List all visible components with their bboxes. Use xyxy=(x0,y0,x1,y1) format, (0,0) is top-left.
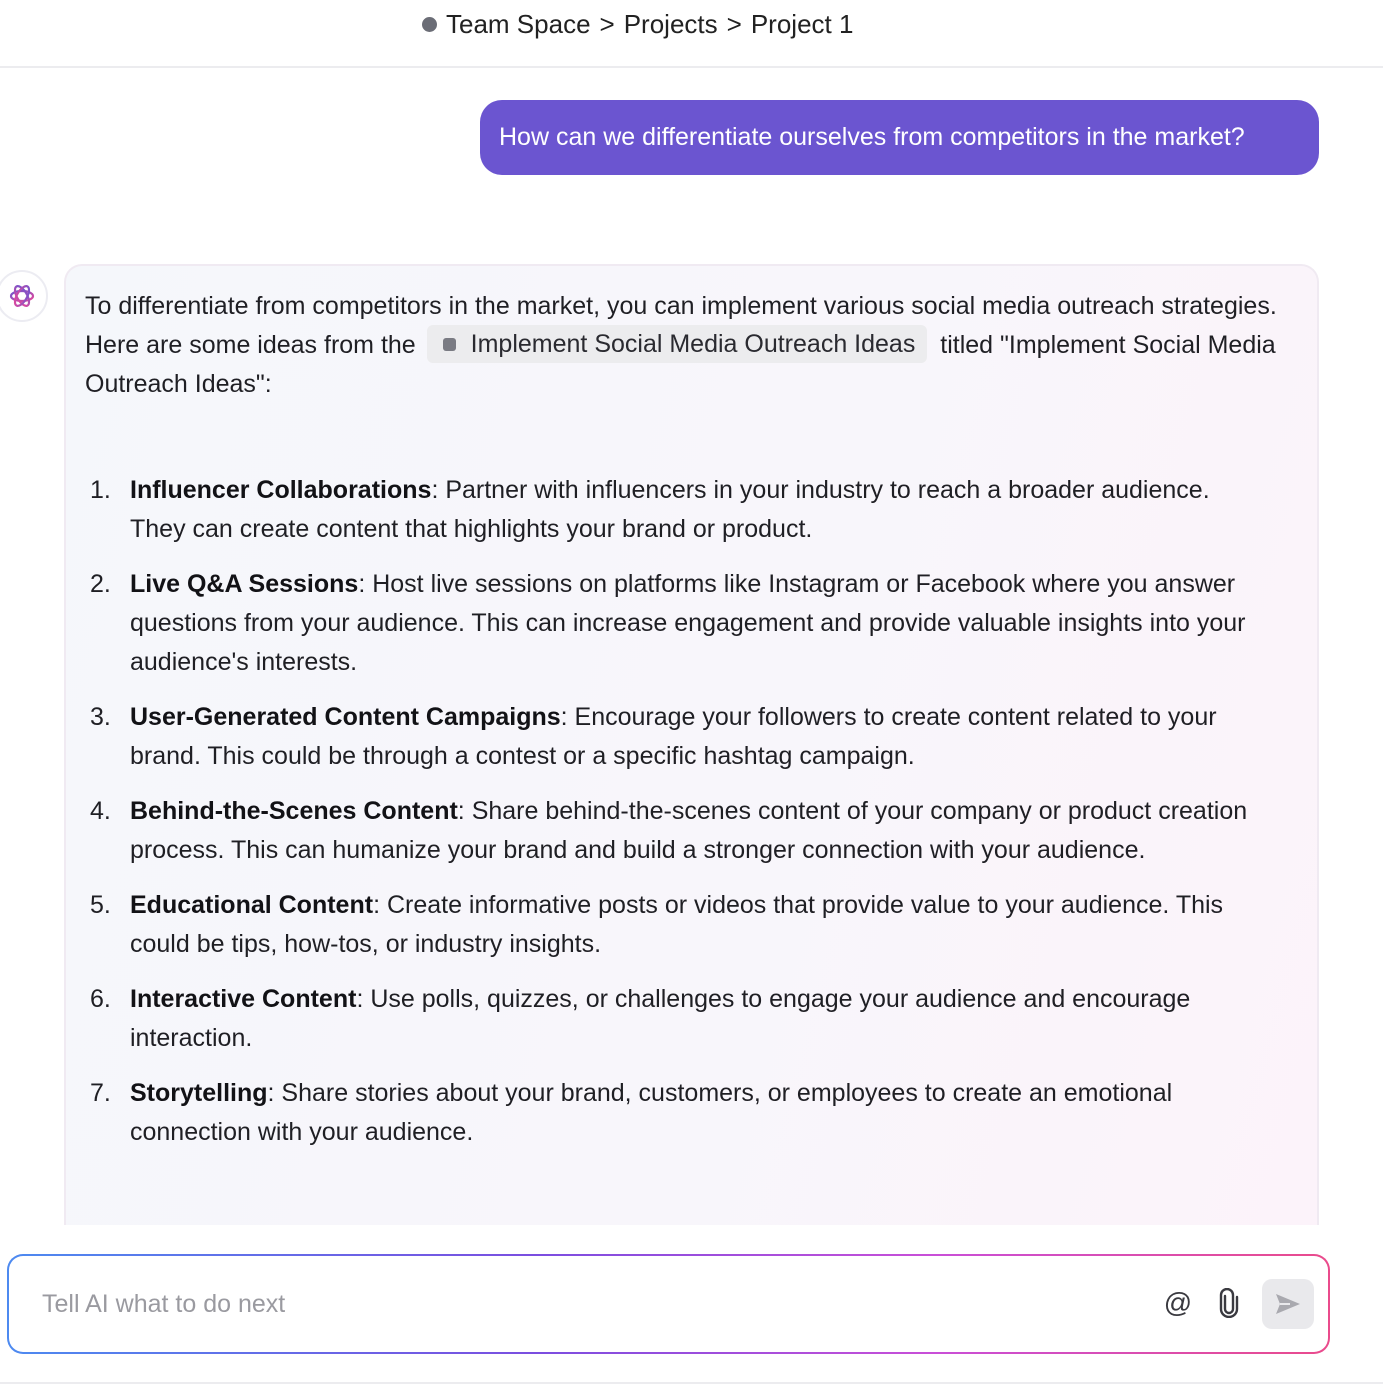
list-item-text: : Create informative posts or videos that provide value to your audience. This could be tips, how-tos, or industry insights. xyxy=(130,891,1224,958)
list-item-number: 7. xyxy=(90,1079,111,1107)
mention-button[interactable]: @ xyxy=(1163,1287,1193,1318)
ai-logo-icon xyxy=(7,281,37,311)
send-button[interactable] xyxy=(1262,1279,1314,1329)
ai-response-intro xyxy=(85,287,1285,404)
list-item-text: : Partner with influencers in your industry to reach a broader audience. They can create content that highlights your brand or product. xyxy=(130,476,1210,543)
task-square-icon xyxy=(443,338,456,351)
intro-text-continued: titled "Implement Social Media Outreach Ideas": xyxy=(85,331,1276,399)
list-item xyxy=(66,698,1266,776)
list-item xyxy=(66,1074,1266,1152)
list-item xyxy=(66,980,1266,1058)
ai-avatar xyxy=(0,270,48,322)
list-item xyxy=(66,792,1266,870)
list-item-title: User-Generated Content Campaigns xyxy=(130,703,561,731)
send-icon xyxy=(1274,1292,1302,1316)
paperclip-icon xyxy=(1216,1288,1242,1318)
bottom-divider xyxy=(0,1382,1383,1384)
list-item xyxy=(66,471,1266,549)
list-item-number: 6. xyxy=(90,985,111,1013)
intro-text: To differentiate from competitors in the market, you can implement various social media outreach strategies. Here are some ideas from the xyxy=(85,292,1277,359)
task-link-label: Implement Social Media Outreach Ideas xyxy=(470,329,916,358)
breadcrumb-separator: > xyxy=(726,8,742,39)
breadcrumb-item-team-space[interactable]: Team Space xyxy=(446,8,591,39)
list-item-text: : Encourage your followers to create content related to your brand. This could be through a contest or a specific hashtag campaign. xyxy=(130,703,1217,770)
ideas-list xyxy=(66,471,1266,1168)
list-item-number: 4. xyxy=(90,797,111,825)
list-item-number: 2. xyxy=(90,570,111,598)
list-item-text: : Host live sessions on platforms like Instagram or Facebook where you answer questions from your audience. This can increase engagement and provide valuable insights into your audience's interests. xyxy=(130,570,1246,676)
breadcrumb-separator: > xyxy=(599,8,615,39)
composer-inner xyxy=(9,1256,1328,1352)
list-item-title: Educational Content xyxy=(130,891,374,919)
list-item-title: Behind-the-Scenes Content xyxy=(130,797,458,825)
list-item-text: : Use polls, quizzes, or challenges to engage your audience and encourage interaction. xyxy=(130,985,1191,1052)
header-bar xyxy=(0,0,1383,68)
list-item-title: Live Q&A Sessions xyxy=(130,570,359,598)
task-link-chip[interactable] xyxy=(427,325,928,363)
list-item-title: Interactive Content xyxy=(130,985,357,1013)
chat-input[interactable] xyxy=(42,1278,1122,1330)
space-status-dot xyxy=(422,17,437,32)
breadcrumb-item-projects[interactable]: Projects xyxy=(623,8,718,39)
list-item-text: : Share behind-the-scenes content of your company or product creation process. This can humanize your brand and build a stronger connection with your audience. xyxy=(130,797,1248,864)
attach-button[interactable] xyxy=(1212,1286,1246,1320)
list-item-text: : Share stories about your brand, customers, or employees to create an emotional connection with your audience. xyxy=(130,1079,1173,1146)
composer xyxy=(7,1254,1330,1354)
breadcrumb xyxy=(422,8,853,40)
list-item-number: 1. xyxy=(90,476,111,504)
breadcrumb-item-project-1[interactable]: Project 1 xyxy=(750,8,854,39)
list-item xyxy=(66,886,1266,964)
user-message-bubble xyxy=(480,100,1319,175)
list-item xyxy=(66,565,1266,682)
list-item-title: Storytelling xyxy=(130,1079,268,1107)
list-item-number: 5. xyxy=(90,891,111,919)
list-item-number: 3. xyxy=(90,703,111,731)
list-item-title: Influencer Collaborations xyxy=(130,476,432,504)
user-message-text: How can we differentiate ourselves from competitors in the market? xyxy=(499,123,1245,151)
ai-response-card xyxy=(64,264,1319,1225)
